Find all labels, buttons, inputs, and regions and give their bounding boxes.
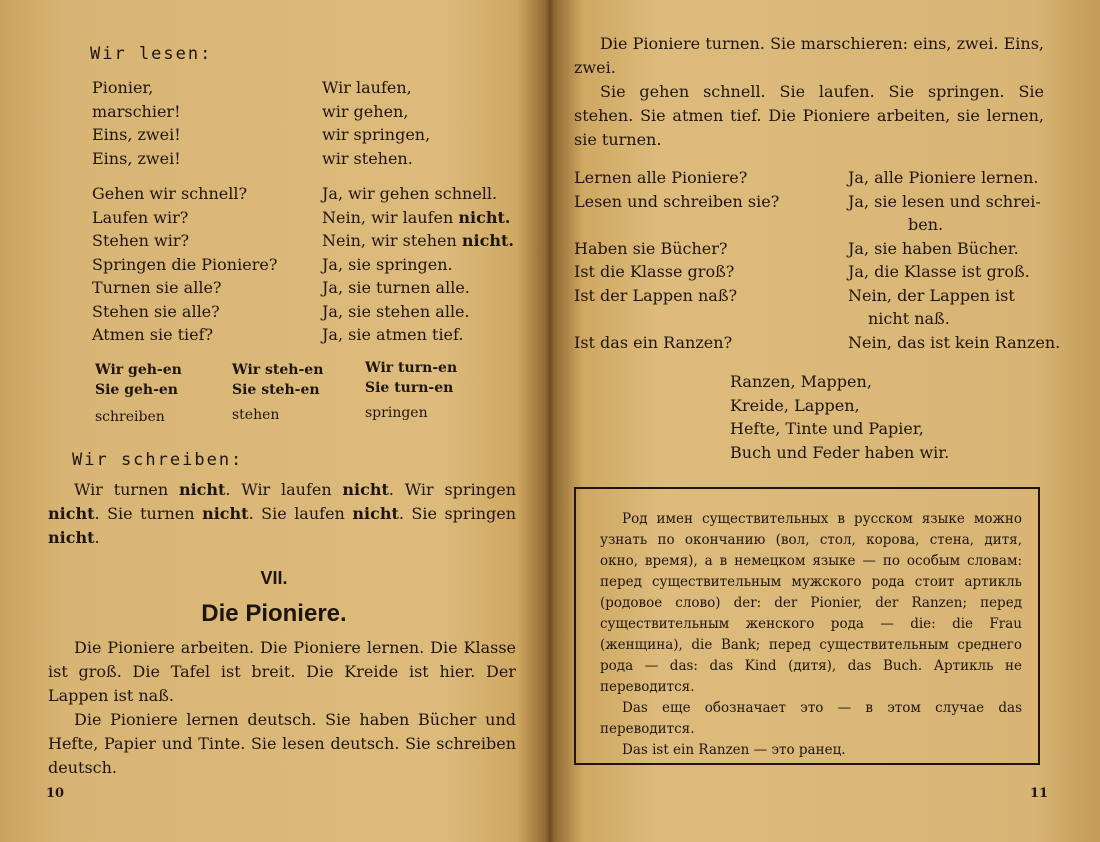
question-line: Gehen wir schnell? [92,184,248,203]
question-column [92,182,277,347]
conjugation-line: Sie steh-en [232,382,320,398]
poem-line: marschier! [92,101,181,121]
question-line: Turnen sie alle? [92,278,222,297]
right-page [552,0,1100,842]
nicht-emphasis: nicht. [461,231,514,250]
answer-line: Ja, alle Pioniere lernen. [848,168,1039,187]
question-line: Lernen alle Pioniere? [574,168,748,187]
poem-left-column [92,76,181,170]
question-line: Ist der Lappen naß? [574,285,738,305]
verb-word: springen [365,405,428,421]
verb-word: schreiben [95,409,165,425]
conjugation-line: Sie turn-en [365,380,454,396]
conjugation-line: Wir steh-en [232,362,324,378]
question-line [574,213,779,237]
poem-right-column [322,76,430,170]
answer-line: nicht naß. [868,309,950,328]
answer-line: Ja, sie atmen tief. [322,325,464,344]
question-line: Stehen wir? [92,231,190,250]
page-number-left: 10 [46,786,65,801]
note-paragraph: Род имен существительных в русском языке можно узнать по окончанию (вол, стол, корова, стена, дитя, окно, время), а в немецком языке — по особым словам: перед существительным мужского рода стоит артикль (родовое слово) der: der Pionier, der Ranzen; перед существительным женского рода — die: die Frau (женщина), die Bank; перед существительным среднего рода — das: das Kind (дитя), das Buch. Артикль не переводится. [600,511,1022,695]
rhyme-line: Ranzen, Mappen, [730,372,872,391]
rhyme-line: Kreide, Lappen, [730,395,860,415]
question-line: Springen die Pioniere? [92,254,278,274]
paragraph: Die Pioniere arbeiten. Die Pioniere lernen. Die Klasse ist groß. Die Tafel ist breit. Die Kreide ist hier. Der Lappen ist naß. [48,638,516,705]
chapter-number: VII. [260,568,288,588]
grammar-note-box [574,487,1040,765]
note-paragraph: Das еще обозначает это — в этом случае das переводится. [600,700,1022,737]
chapter-title: Die Pioniere. [201,600,347,627]
left-page [0,0,548,842]
paragraph: Sie gehen schnell. Sie laufen. Sie springen. Sie stehen. Sie atmen tief. Die Pioniere arbeiten, sie lernen, sie turnen. [574,82,1044,149]
rhyme [730,370,949,464]
writing-exercise: Wir turnen nicht. Wir laufen nicht. Wir springen nicht. Sie turnen nicht. Sie laufen nicht. Sie springen nicht. [48,480,517,547]
poem-line: Wir laufen, [322,78,412,97]
poem-line: wir stehen. [322,148,413,168]
poem-line: wir springen, [322,125,431,144]
verb-word: stehen [232,407,280,423]
answer-line: Ja, sie lesen und schrei- [848,191,1041,211]
answer-text: Nein, wir stehen [322,231,462,250]
question-line: Laufen wir? [92,207,189,227]
answer-column [322,182,514,347]
answer-text: Nein, wir laufen [322,207,459,227]
page-number-right: 11 [1030,786,1049,801]
answer-line [322,229,514,253]
answer-line: Ja, sie turnen alle. [322,278,470,297]
intro-text [574,32,1044,152]
rhyme-line: Buch und Feder haben wir. [730,442,950,462]
answer-line: Ja, die Klasse ist groß. [848,262,1030,281]
answer-line: Nein, der Lappen ist [848,285,1015,305]
poem-line: wir gehen, [322,101,409,121]
question-line: Haben sie Bücher? [574,238,728,258]
conjugation-line: Wir turn-en [365,360,458,376]
question-line: Ist die Klasse groß? [574,262,735,281]
answer-column-right [848,166,1060,354]
conjugation-gehen [95,360,182,400]
chapter-text [48,636,516,780]
paragraph: Die Pioniere turnen. Sie marschieren: eins, zwei. Eins, zwei. [574,34,1044,77]
answer-line [322,206,514,230]
answer-line: Ja, sie haben Bücher. [848,238,1019,258]
section-heading-write: Wir schreiben: [72,450,244,470]
conjugation-stehen [232,360,323,400]
question-line: Atmen sie tief? [92,325,214,344]
section-heading-read: Wir lesen: [90,44,213,64]
conjugation-line: Wir geh-en [95,362,182,378]
answer-line: Ja, wir gehen schnell. [322,184,498,203]
poem-line: Eins, zwei! [92,125,181,144]
conjugation-turnen [365,358,457,398]
note-paragraph: Das ist ein Ranzen — это ранец. [622,742,846,758]
question-column-right [574,166,779,354]
answer-line: Ja, sie springen. [322,254,453,274]
paragraph: Die Pioniere lernen deutsch. Sie haben Bücher und Hefte, Papier und Tinte. Sie lesen deutsch. Sie schreiben deutsch. [48,710,516,777]
conjugation-line: Sie geh-en [95,382,178,398]
question-line: Ist das ein Ranzen? [574,332,733,352]
rhyme-line: Hefte, Tinte und Papier, [730,419,924,438]
poem-line: Eins, zwei! [92,148,181,168]
answer-line: ben. [908,215,944,234]
question-line: Lesen und schreiben sie? [574,191,780,211]
answer-line: Nein, das ist kein Ranzen. [848,332,1061,352]
question-line: Stehen sie alle? [92,301,220,321]
question-line [574,307,779,331]
poem-line: Pionier, [92,78,154,97]
answer-line: Ja, sie stehen alle. [322,301,470,321]
nicht-emphasis: nicht. [458,207,511,227]
